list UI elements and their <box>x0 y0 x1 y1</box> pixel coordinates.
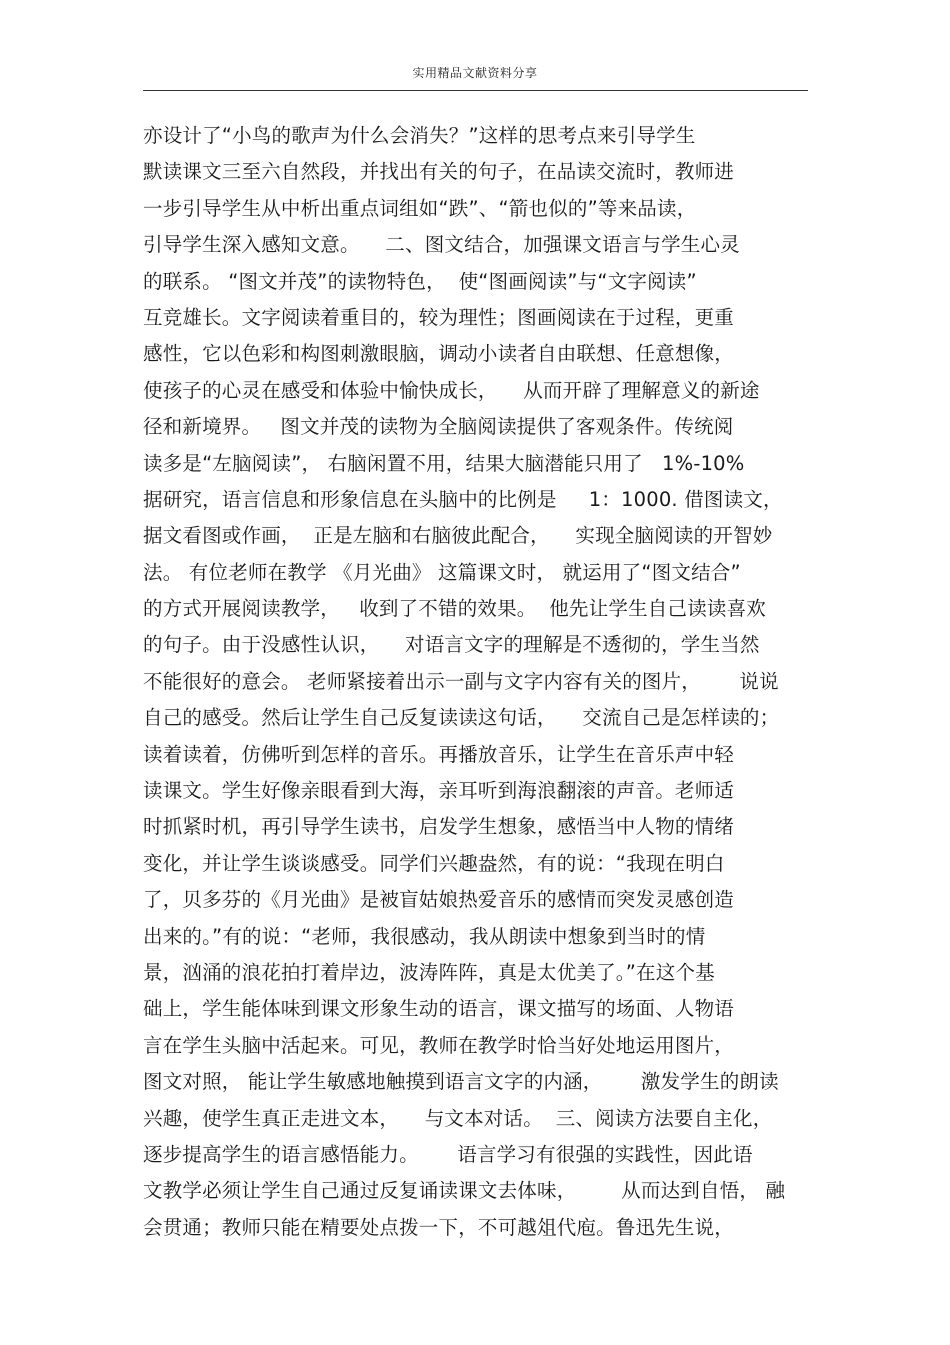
text-line: 读多是“左脑阅读”， 右脑闲置不用，结果大脑潜能只用了 1%-10% <box>143 451 745 475</box>
text-line: 不能很好的意会。 老师紧接着出示一副与文字内容有关的图片， 说说 <box>143 669 779 693</box>
text-line: 读着读着，仿佛听到怎样的音乐。再播放音乐，让学生在音乐声中轻 <box>143 742 735 766</box>
body-text <box>143 118 813 1246</box>
text-line: 据文看图或作画， 正是左脑和右脑彼此配合， 实现全脑阅读的开智妙 <box>143 524 773 548</box>
page-header: 实用精品文献资料分享 <box>412 66 538 80</box>
text-line: 变化，并让学生谈谈感受。同学们兴趣盎然，有的说：“我现在明白 <box>143 851 725 875</box>
text-line: 了，贝多芬的《月光曲》是被盲姑娘热爱音乐的感情而突发灵感创造 <box>143 888 735 912</box>
text-line: 的方式开展阅读教学， 收到了不错的效果。 他先让学生自己读读喜欢 <box>143 597 766 621</box>
text-line: 亦设计了“小鸟的歌声为什么会消失？”这样的思考点来引导学生 <box>143 124 696 147</box>
text-line: 言在学生头脑中活起来。可见，教师在教学时恰当好处地运用图片， <box>143 1033 735 1057</box>
text-line: 据研究，语言信息和形象信息在头脑中的比例是 1：1000. 借图读文， <box>143 487 783 511</box>
text-line: 的句子。由于没感性认识， 对语言文字的理解是不透彻的，学生当然 <box>143 633 760 657</box>
text-line: 默读课文三至六自然段，并找出有关的句子，在品读交流时，教师进 <box>143 160 735 184</box>
text-line: 使孩子的心灵在感受和体验中愉快成长， 从而开辟了理解意义的新途 <box>143 378 760 402</box>
text-line: 会贯通；教师只能在精要处点拨一下，不可越俎代庖。鲁迅先生说， <box>143 1215 735 1239</box>
text-line: 出来的。”有的说：“老师，我很感动，我从朗读中想象到当时的情 <box>143 924 706 948</box>
text-line: 兴趣，使学生真正走进文本， 与文本对话。 三、阅读方法要自主化， <box>143 1106 773 1130</box>
text-line: 文教学必须让学生自己通过反复诵读课文去体味， 从而达到自悟， 融 <box>143 1179 786 1203</box>
text-line: 读课文。学生好像亲眼看到大海，亲耳听到海浪翻滚的声音。老师适 <box>143 779 735 803</box>
text-line: 感性，它以色彩和构图刺激眼脑，调动小读者自由联想、任意想像， <box>143 342 735 366</box>
text-line: 的联系。 “图文并茂”的读物特色， 使“图画阅读”与“文字阅读” <box>143 269 697 293</box>
text-line: 法。 有位老师在教学 《月光曲》 这篇课文时， 就运用了“图文结合” <box>143 560 741 584</box>
text-line: 径和新境界。 图文并茂的读物为全脑阅读提供了客观条件。传统阅 <box>143 415 734 439</box>
text-line: 互竞雄长。文字阅读着重目的，较为理性；图画阅读在于过程，更重 <box>143 305 735 329</box>
text-line: 一步引导学生从中析出重点词组如“跌”、“箭也似的”等来品读， <box>143 196 697 220</box>
text-line: 逐步提高学生的语言感悟能力。 语言学习有很强的实践性，因此语 <box>143 1142 753 1166</box>
text-line: 础上，学生能体味到课文形象生动的语言，课文描写的场面、人物语 <box>143 997 735 1021</box>
text-line: 自己的感受。然后让学生自己反复读读这句话， 交流自己是怎样读的； <box>143 706 780 730</box>
text-line: 时抓紧时机，再引导学生读书，启发学生想象，感悟当中人物的情绪 <box>143 815 735 839</box>
text-line: 景，汹涌的浪花拍打着岸边，波涛阵阵，真是太优美了。”在这个基 <box>143 960 715 984</box>
header-divider <box>143 90 808 91</box>
text-line: 引导学生深入感知文意。 二、图文结合，加强课文语言与学生心灵 <box>143 233 740 257</box>
text-line: 图文对照， 能让学生敏感地触摸到语言文字的内涵， 激发学生的朗读 <box>143 1070 779 1094</box>
